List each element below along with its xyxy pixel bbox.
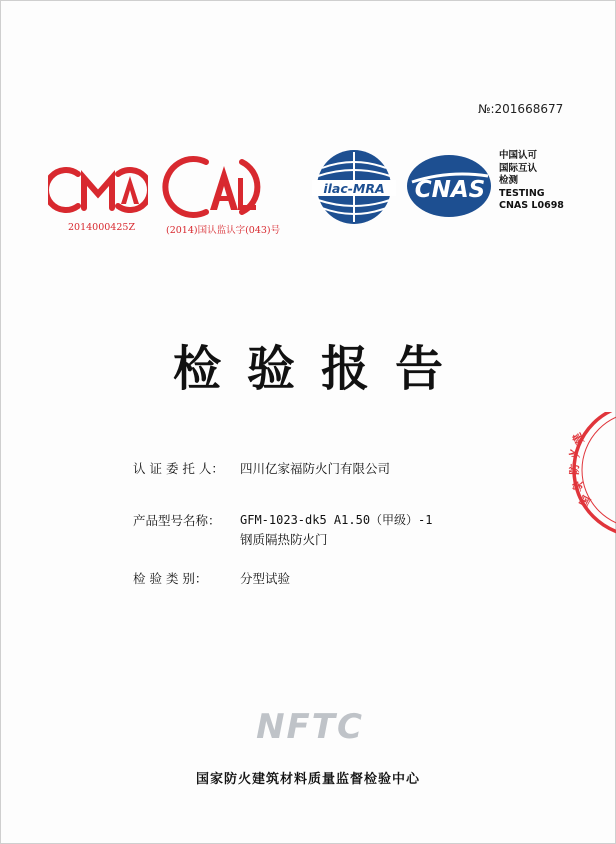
inspection-type-value: 分型试验 — [240, 571, 291, 586]
cnas-logo — [404, 152, 494, 220]
ilac-mra-icon — [308, 148, 400, 226]
inspection-type-label: 检 验 类 别： — [133, 571, 208, 586]
product-value-line1: GFM-1023-dk5 A1.50（甲级）-1 — [240, 513, 433, 527]
svg-text:火: 火 — [567, 446, 582, 460]
product-label: 产品型号名称： — [133, 513, 221, 528]
cma-icon — [48, 160, 148, 220]
client-label: 认 证 委 托 人： — [133, 461, 224, 476]
svg-text:国: 国 — [577, 493, 594, 510]
cma-logo — [48, 160, 148, 240]
svg-text:NFTC: NFTC — [256, 707, 364, 747]
cnas-accreditation-info: 中国认可 国际互认 检测 TESTING CNAS L0698 — [499, 150, 564, 212]
report-title: 检验报告 — [172, 341, 469, 397]
nftc-logo — [240, 700, 380, 750]
svg-text:ilac-MRA: ilac-MRA — [323, 181, 385, 196]
certificate-number: №:201668677 — [478, 102, 564, 116]
ilac-mra-logo — [308, 148, 400, 226]
svg-text:建: 建 — [570, 430, 587, 447]
svg-text:家: 家 — [570, 478, 586, 493]
svg-text:防: 防 — [568, 463, 582, 476]
cnas-icon — [404, 152, 494, 220]
cal-logo — [162, 152, 286, 240]
organization-name: 国家防火建筑材料质量监督检验中心 — [195, 772, 420, 787]
red-seal-icon — [560, 412, 616, 592]
product-value-line2: 钢质隔热防火门 — [240, 532, 328, 547]
nftc-icon — [240, 700, 380, 750]
cal-icon — [162, 152, 286, 220]
svg-text:CNAS: CNAS — [414, 177, 486, 203]
cma-caption: 2014000425Z — [68, 222, 136, 233]
official-seal — [560, 412, 616, 592]
client-value: 四川亿家福防火门有限公司 — [240, 461, 391, 476]
cal-caption: (2014)国认监认字(043)号 — [166, 225, 281, 236]
